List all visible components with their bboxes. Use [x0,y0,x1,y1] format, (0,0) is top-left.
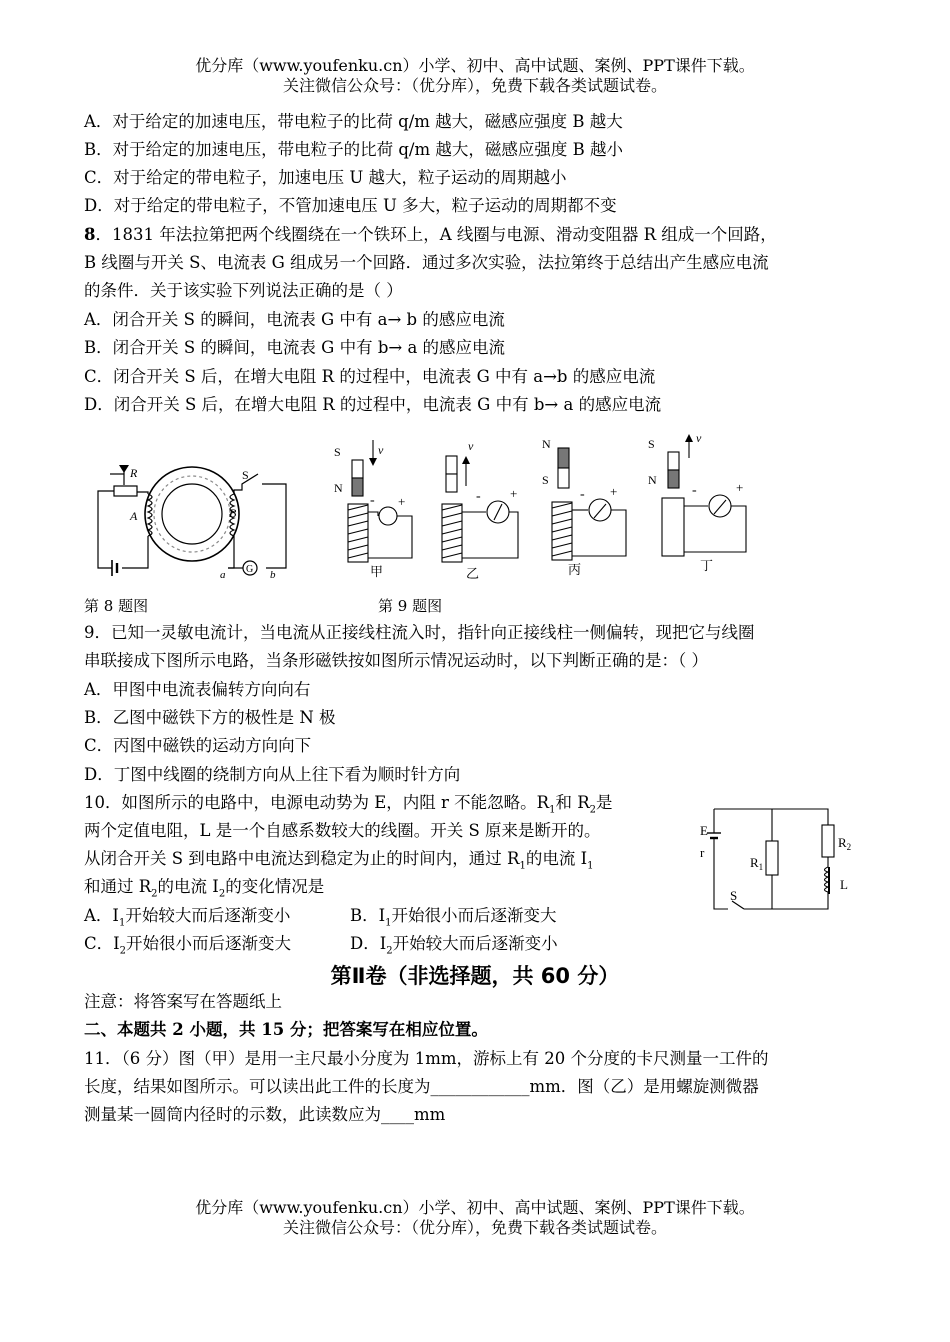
q11-stem-line-2: 长度，结果如图所示。可以读出此工件的长度为____________mm．图（乙）是用螺旋测微器 [84,1077,759,1096]
q9-option-d: D．丁图中线圈的绕制方向从上往下看为顺时针方向 [84,765,461,784]
fig8-label-g: G [246,564,254,575]
q9-option-b: B．乙图中磁铁下方的极性是 N 极 [84,708,336,727]
q10-option-b: B．$I_1$开始很小而后逐渐变大 [350,906,557,929]
fig10-label-r: r [700,845,705,860]
section-2-title: 第Ⅱ卷（非选择题，共 60 分） [330,964,620,988]
fig8-label-a: A [130,509,138,523]
fig9-jia-v: v [378,443,384,457]
section-2-note: 注意：将答案写在答题纸上 [84,992,282,1011]
fig9-yi-minus: - [476,489,481,504]
q8-stem-line-2: B 线圈与开关 S、电流表 G 组成另一个回路．通过多次实验，法拉第终于总结出产生感应电流 [84,253,769,272]
fig9-ding-minus: - [692,483,697,498]
q10-stem-line-1: 10．如图所示的电路中，电源电动势为 E，内阻 r 不能忽略。$R_1$和 $R_2$是 [84,793,613,816]
fig9-jia-minus: - [370,493,375,508]
q10-option-a: A．$I_1$开始较大而后逐渐变小 [84,906,291,929]
q8-option-b: B．闭合开关 S 的瞬间，电流表 G 中有 b→ a 的感应电流 [84,338,506,357]
fig8-label-s: S [242,468,249,482]
q8-option-c: C．闭合开关 S 后，在增大电阻 R 的过程中，电流表 G 中有 a→b 的感应电流 [84,367,656,386]
q10-stem-line-3: 从闭合开关 S 到电路中电流达到稳定为止的时间内，通过 $R_1$的电流 $I_1$ [84,849,594,872]
fig9-panel-ding: 丁 [700,558,714,573]
q8-option-a: A．闭合开关 S 的瞬间，电流表 G 中有 a→ b 的感应电流 [84,310,505,329]
fig9-jia-plus: + [398,494,406,509]
q11-answer-blank-1[interactable]: ____________ [430,1077,530,1096]
q11-stem-line-1: 11．（6 分）图（甲）是用一主尺最小分度为 1mm，游标上有 20 个分度的卡尺测量一工件的 [84,1049,769,1068]
figure-8-caption: 第 8 题图 [84,597,149,615]
q9-stem-line-2: 串联接成下图所示电路，当条形磁铁按如图所示情况运动时，以下判断正确的是：（ ） [84,651,708,670]
footer-line-1: 优分库（www.youfenku.cn）小学、初中、高中试题、案例、PPT课件下载。 [195,1198,755,1217]
q10-option-d: D．$I_2$开始较大而后逐渐变小 [350,934,558,957]
q9-option-a: A．甲图中电流表偏转方向向右 [84,680,311,699]
fig9-bing-minus: - [580,487,585,502]
q9-option-c: C．丙图中磁铁的运动方向向下 [84,736,312,755]
q8-option-d: D．闭合开关 S 后，在增大电阻 R 的过程中，电流表 G 中有 b→ a 的感应电流 [84,395,662,414]
q11-stem-line-3: 测量某一圆筒内径时的示数，此读数应为____mm [84,1105,446,1124]
fig9-bing-bottom-pole: S [542,473,549,487]
q7-option-d: D．对于给定的带电粒子，不管加速电压 U 多大，粒子运动的周期都不变 [84,196,617,215]
header-line-1: 优分库（www.youfenku.cn）小学、初中、高中试题、案例、PPT课件下载。 [195,56,755,75]
fig9-bing-plus: + [610,484,618,499]
q10-option-c: C．$I_2$开始很小而后逐渐变大 [84,934,292,957]
fig10-label-r1: $R_1$ [750,855,764,872]
fig9-ding-plus: + [736,480,744,495]
header-line-2: 关注微信公众号：（优分库），免费下载各类试题试卷。 [282,76,667,95]
q8-stem-line-1 [84,224,777,246]
fig8-label-r: R [130,466,138,480]
fig9-yi-v: v [468,439,474,453]
q7-option-b: B．对于给定的加速电压，带电粒子的比荷 q/m 越大，磁感应强度 B 越小 [84,140,623,159]
q8-stem-line-3: 的条件．关于该实验下列说法正确的是（ ） [84,281,403,300]
fig9-panel-jia: 甲 [370,564,384,579]
q7-option-a: A．对于给定的加速电压，带电粒子的比荷 q/m 越大，磁感应强度 B 越大 [84,112,623,131]
fig9-panel-yi: 乙 [466,566,480,580]
figure-9-magnet-coils [326,434,766,580]
fig9-jia-top-pole: S [334,445,341,459]
fig10-label-s: S [730,888,738,903]
fig9-jia-bottom-pole: N [334,481,343,495]
q10-stem-line-2: 两个定值电阻，L 是一个自感系数较大的线圈。开关 S 原来是断开的。 [84,821,601,840]
fig9-ding-bottom-pole: N [648,473,657,487]
fig9-bing-top-pole: N [542,437,551,451]
figure-9-caption: 第 9 题图 [378,597,443,615]
fig9-ding-v: v [696,434,702,445]
fig10-label-r2: $R_2$ [838,835,852,852]
q10-stem-line-4: 和通过 $R_2$的电流 $I_2$的变化情况是 [84,877,325,900]
fig9-ding-top-pole: S [648,437,655,451]
q8-stem-text: ．1831 年法拉第把两个线圈绕在一个铁环上，A 线圈与电源、滑动变阻器 R 组成一个回路， [95,225,777,244]
section-2-part-heading: 二、本题共 2 小题，共 15 分；把答案写在相应位置。 [84,1020,488,1039]
figure-8-faraday-ring [92,462,302,582]
q11-answer-blank-2[interactable]: ____ [381,1105,414,1124]
q7-option-c: C．对于给定的带电粒子，加速电压 U 越大，粒子运动的周期越小 [84,168,567,187]
figure-10-circuit [698,805,868,915]
fig8-label-b-terminal: b [270,569,276,581]
fig9-panel-bing: 丙 [568,562,582,577]
q8-number: 8 [84,225,96,244]
fig10-label-e: E [700,823,708,838]
fig10-label-l: L [840,877,848,892]
fig9-yi-plus: + [510,486,518,501]
fig8-label-b: B [229,506,237,520]
fig8-label-a-terminal: a [220,569,226,581]
q9-stem-line-1: 9．已知一灵敏电流计，当电流从正接线柱流入时，指针向正接线柱一侧偏转，现把它与线圈 [84,623,755,642]
footer-line-2: 关注微信公众号：（优分库），免费下载各类试题试卷。 [282,1218,667,1237]
